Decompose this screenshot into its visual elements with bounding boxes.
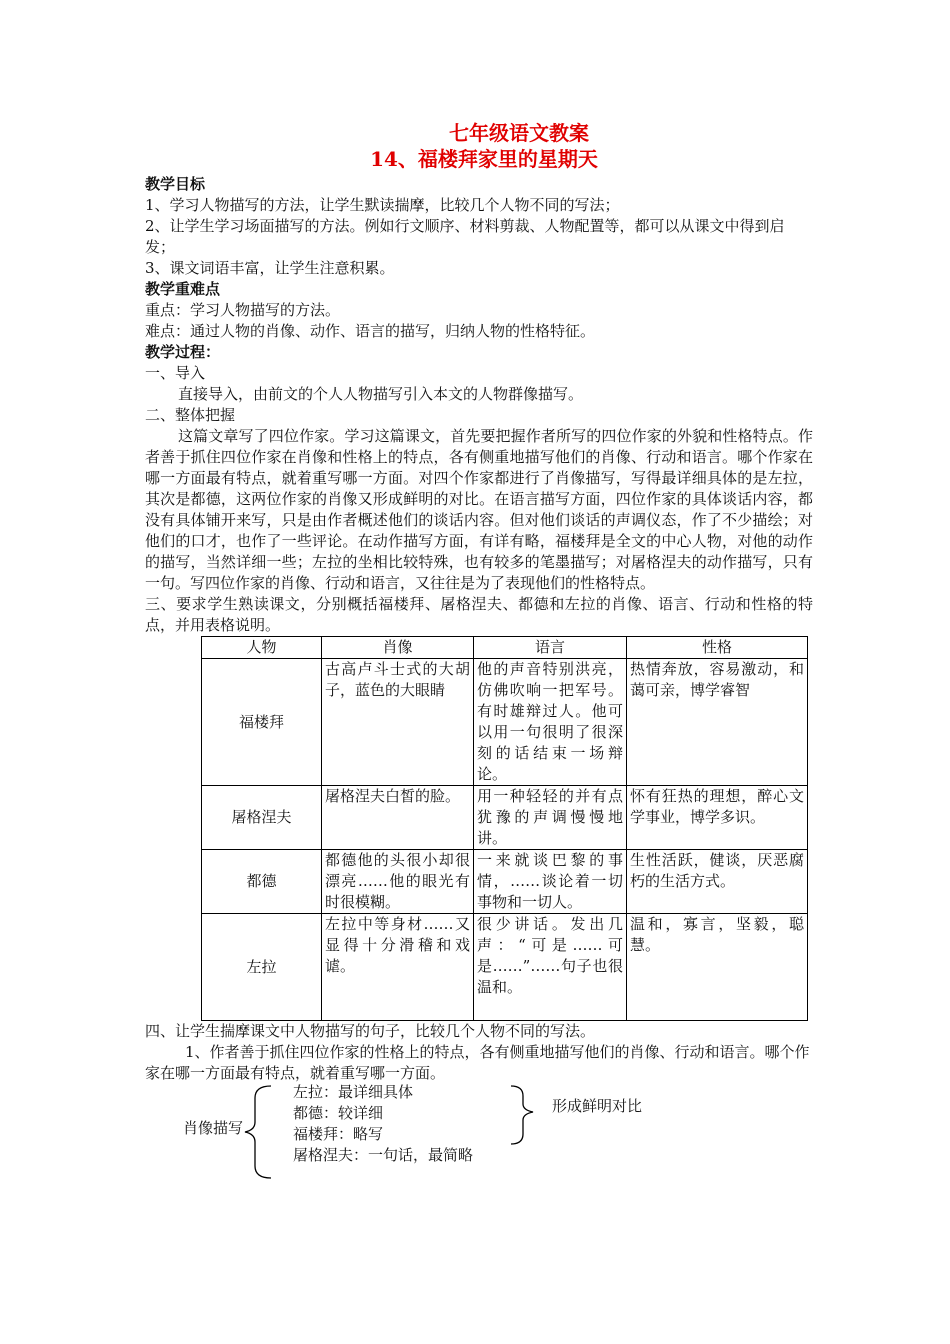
cell-personality: 热情奔放，容易激动，和蔼可亲，博学睿智	[627, 659, 808, 786]
right-brace	[511, 1086, 533, 1144]
document-title: 七年级语文教案	[449, 121, 589, 145]
diagram-label: 肖像描写	[183, 1119, 244, 1137]
character-table	[201, 636, 808, 1021]
document-page	[145, 120, 813, 1194]
step4-point1: 1、作者善于抓住四位作家的性格上的特点，各有侧重地描写他们的肖像、行动和语言。哪个作家在哪一方面最有特点，就着重写哪一方面。	[145, 1043, 810, 1082]
portrait-diagram	[145, 1084, 813, 1194]
cell-portrait: 左拉中等身材……又显得十分滑稽和戏谑。	[322, 914, 474, 1021]
diagram-items	[293, 1082, 473, 1166]
diagram-item: 左拉：最详细具体	[293, 1083, 414, 1101]
goal-item: 3、课文词语丰富，让学生注意积累。	[145, 259, 395, 277]
key-point: 重点：学习人物描写的方法。	[145, 301, 341, 319]
cell-portrait: 都德他的头很小却很漂亮……他的眼光有时很模糊。	[322, 850, 474, 914]
diagram-item: 屠格涅夫：一句话，最简略	[293, 1146, 474, 1164]
cell-character: 福楼拜	[202, 659, 322, 786]
diagram-item: 福楼拜：略写	[293, 1125, 384, 1143]
cell-personality: 温和，寡言，坚毅，聪慧。	[627, 914, 808, 1021]
cell-language: 用一种轻轻的并有点犹豫的声调慢慢地讲。	[474, 786, 627, 850]
step1-text: 直接导入，由前文的个人人物描写引入本文的人物群像描写。	[178, 385, 584, 403]
table-row	[202, 659, 808, 786]
table-row	[202, 914, 808, 1021]
step2-title: 二、整体把握	[145, 406, 236, 424]
lesson-title: 14、福楼拜家里的星期天	[370, 147, 598, 171]
cell-portrait: 屠格涅夫白皙的脸。	[322, 786, 474, 850]
header-portrait: 肖像	[322, 637, 474, 659]
header-personality: 性格	[627, 637, 808, 659]
table-header-row	[202, 637, 808, 659]
cell-language: 一来就谈巴黎的事情，……谈论着一切事物和一切人。	[474, 850, 627, 914]
table-row	[202, 786, 808, 850]
step1-title: 一、导入	[145, 364, 206, 382]
cell-personality: 怀有狂热的理想，醉心文学事业，博学多识。	[627, 786, 808, 850]
cell-character: 左拉	[202, 914, 322, 1021]
table-row	[202, 850, 808, 914]
goal-item: 1、学习人物描写的方法，让学生默读揣摩，比较几个人物不同的写法；	[145, 196, 620, 214]
goal-item: 2、让学生学习场面描写的方法。例如行文顺序、材料剪裁、人物配置等，都可以从课文中得到启发；	[145, 217, 785, 256]
left-brace	[245, 1086, 271, 1178]
goals-heading: 教学目标	[145, 175, 206, 193]
difficult-point: 难点：通过人物的肖像、动作、语言的描写，归纳人物的性格特征。	[145, 322, 596, 340]
key-points-heading: 教学重难点	[145, 280, 221, 298]
cell-language: 很少讲话。发出几声：“可是……可是……”……句子也很温和。	[474, 914, 627, 1021]
step4-title: 四、让学生揣摩课文中人物描写的句子，比较几个人物不同的写法。	[145, 1022, 596, 1040]
header-character: 人物	[202, 637, 322, 659]
cell-personality: 生性活跃，健谈，厌恶腐朽的生活方式。	[627, 850, 808, 914]
step3-text: 三、要求学生熟读课文，分别概括福楼拜、屠格涅夫、都德和左拉的肖像、语言、行动和性格的特点，并用表格说明。	[145, 595, 813, 634]
cell-portrait: 古高卢斗士式的大胡子，蓝色的大眼睛	[322, 659, 474, 786]
step2-text: 这篇文章写了四位作家。学习这篇课文，首先要把握作者所写的四位作家的外貌和性格特点。作者善于抓住四位作家在肖像和性格上的特点，各有侧重地描写他们的肖像、行动和语言。哪个作家在哪一方面最有特点，就着重写哪一方面。对四个作家都进行了肖像描写，写得最详细具体的是左拉，其次是都德，这两位作家的肖像又形成鲜明的对比。在语言描写方面，四位作家的具体谈话内容，都没有具体铺开来写，只是由作者概述他们的谈话内容。但对他们谈话的声调仪态，作了不少描绘；对他们的口才，也作了一些评论。在动作描写方面，有详有略，福楼拜是全文的中心人物，对他的动作的描写，当然详细一些；左拉的坐相比较特殊，也有较多的笔墨描写；对屠格涅夫的动作描写，只有一句。写四位作家的肖像、行动和语言，又往往是为了表现他们的性格特点。	[145, 427, 813, 592]
process-heading: 教学过程：	[145, 343, 221, 361]
header-language: 语言	[474, 637, 627, 659]
cell-character: 屠格涅夫	[202, 786, 322, 850]
cell-character: 都德	[202, 850, 322, 914]
diagram-result: 形成鲜明对比	[552, 1097, 643, 1115]
cell-language: 他的声音特别洪亮，仿佛吹响一把军号。有时雄辩过人。他可以用一句很明了很深刻的话结束一场辩论。	[474, 659, 627, 786]
diagram-item: 都德：较详细	[293, 1104, 384, 1122]
